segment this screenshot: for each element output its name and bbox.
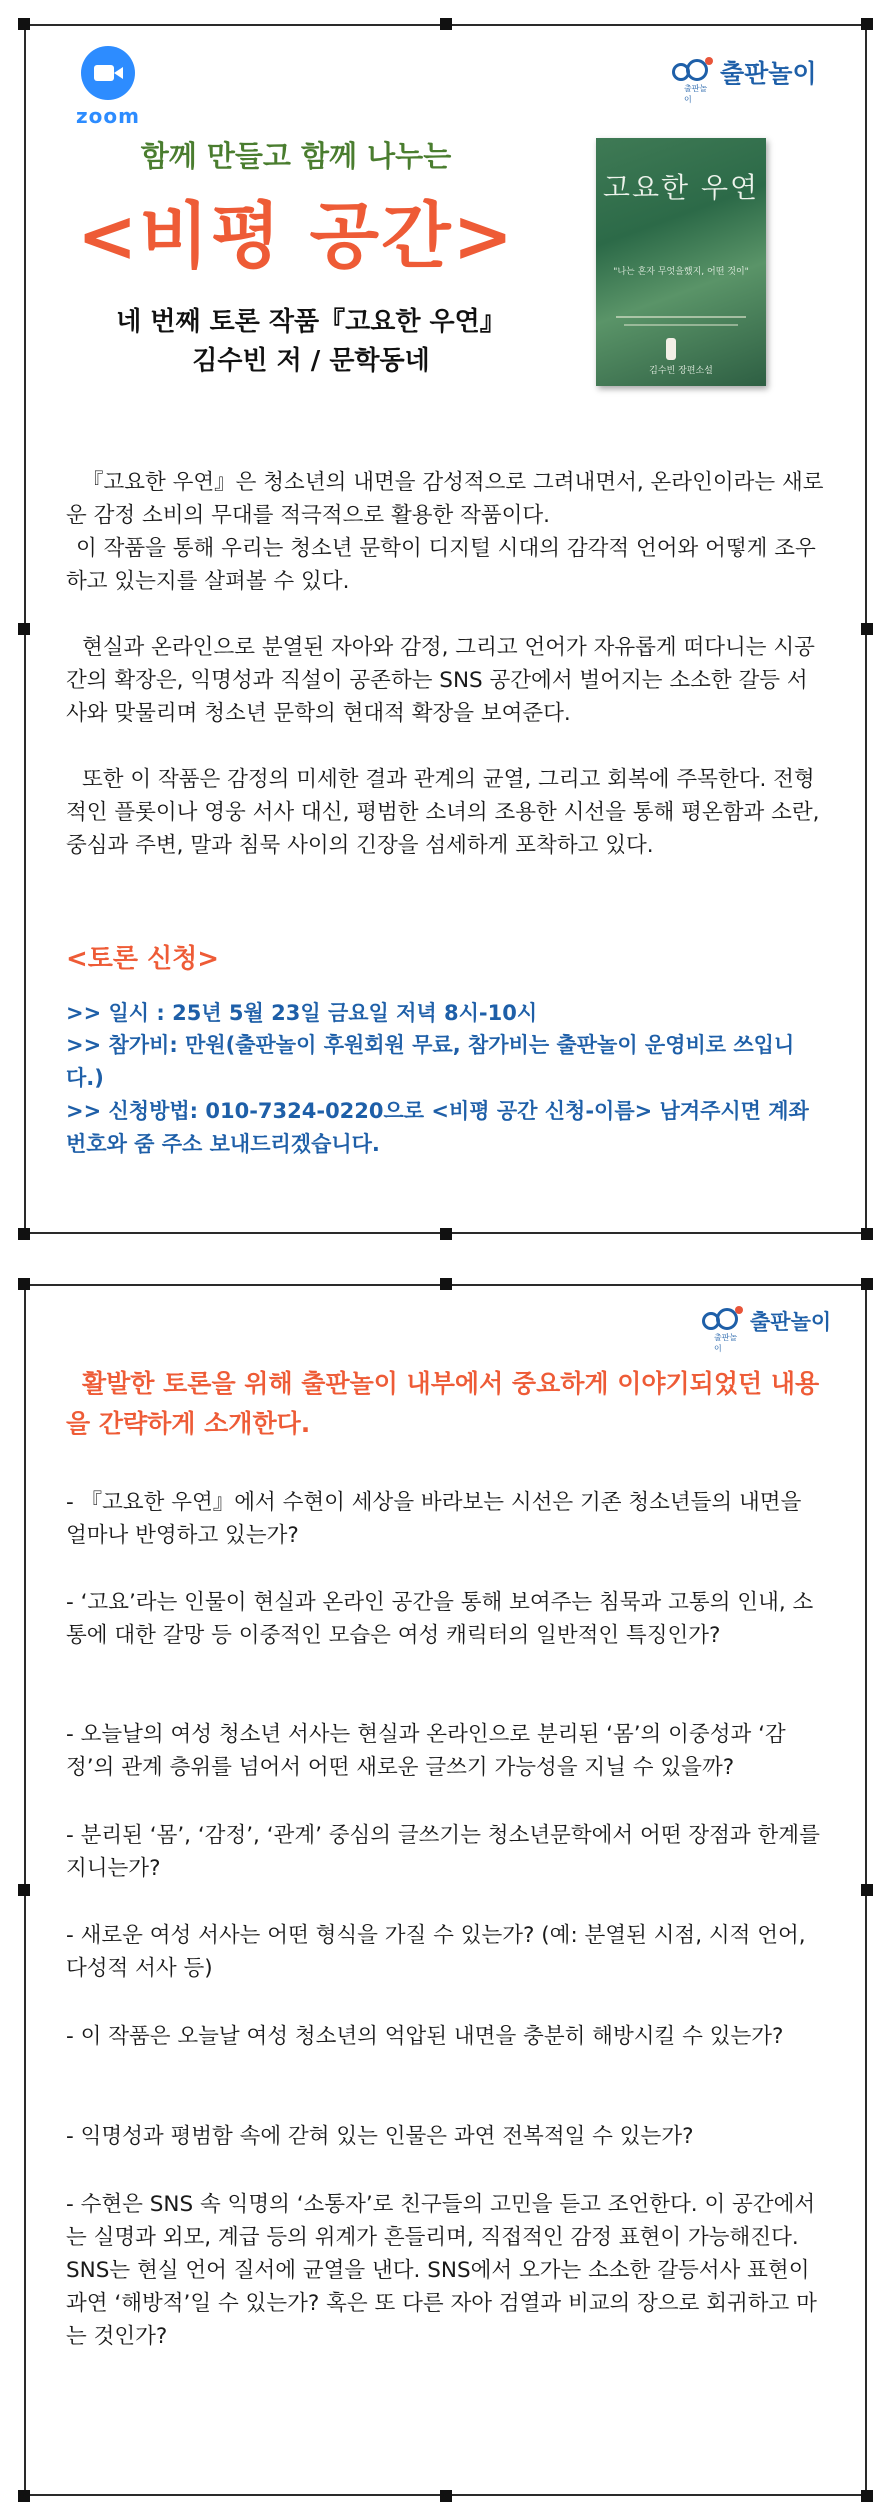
resize-handle[interactable] [18, 2490, 30, 2502]
resize-handle[interactable] [18, 1278, 30, 1290]
intro-paragraph-1: 『고요한 우연』은 청소년의 내면을 감성적으로 그려내면서, 온라인이라는 새로운 감정 소비의 무대를 적극적으로 활용한 작품이다. [66, 470, 824, 528]
book-cover-image [596, 138, 766, 386]
resize-handle[interactable] [18, 623, 30, 635]
event-title: <비평 공간> [77, 194, 515, 278]
publisher-name-2: 출판놀이 [750, 1310, 832, 1334]
work-line: 네 번째 토론 작품『고요한 우연』 [116, 307, 506, 337]
zoom-camera-icon [81, 46, 135, 100]
resize-handle[interactable] [861, 623, 873, 635]
question-5: - 새로운 여성 서사는 어떤 형식을 가질 수 있는가? (예: 분열된 시점, 시적 언어, 다성적 서사 등) [66, 1923, 806, 1981]
question-6: - 이 작품은 오늘날 여성 청소년의 억압된 내면을 충분히 해방시킬 수 있는가? [66, 2024, 784, 2049]
intro-paragraph-2: 이 작품을 통해 우리는 청소년 문학이 디지털 시대의 감각적 언어와 어떻게 조우하고 있는지를 살펴볼 수 있다. [66, 536, 816, 594]
intro-paragraph-3: 현실과 온라인으로 분열된 자아와 감정, 그리고 언어가 자유롭게 떠다니는 시공간의 확장은, 익명성과 직설이 공존하는 SNS 공간에서 벌어지는 소소한 갈등 서사와 맞물리며 청소년 문학의 현대적 확장을 보여준다. [66, 635, 815, 726]
discussion-intro: 활발한 토론을 위해 출판놀이 내부에서 중요하게 이야기되었던 내용을 간략하게 소개한다. [66, 1369, 820, 1438]
apply-heading: <토론 신청> [66, 944, 220, 974]
resize-handle[interactable] [440, 1278, 452, 1290]
resize-handle[interactable] [861, 1228, 873, 1240]
apply-fee: >> 참가비: 만원(출판놀이 후원회원 무료, 참가비는 출판놀이 운영비로 쓰입니다.) [66, 1033, 795, 1090]
publisher-name: 출판놀이 [720, 59, 817, 88]
question-1: - 『고요한 우연』에서 수현이 세상을 바라보는 시선은 기존 청소년들의 내면을 얼마나 반영하고 있는가? [66, 1490, 802, 1548]
resize-handle[interactable] [440, 1228, 452, 1240]
question-7: - 익명성과 평범함 속에 갇혀 있는 인물은 과연 전복적일 수 있는가? [66, 2124, 694, 2149]
question-3: - 오늘날의 여성 청소년 서사는 현실과 온라인으로 분리된 ‘몸’의 이중성과 ‘감정’의 관계 층위를 넘어서 어떤 새로운 글쓰기 가능성을 지닐 수 있을까? [66, 1722, 786, 1780]
zoom-logo [68, 46, 148, 128]
resize-handle[interactable] [440, 2490, 452, 2502]
intro-paragraph-4: 또한 이 작품은 감정의 미세한 결과 관계의 균열, 그리고 회복에 주목한다. 전형적인 플롯이나 영웅 서사 대신, 평범한 소녀의 조용한 시선을 통해 평온함과 소란, 중심과 주변, 말과 침묵 사이의 긴장을 섬세하게 포착하고 있다. [66, 767, 820, 858]
book-cover-figure [666, 338, 676, 360]
resize-handle[interactable] [861, 2490, 873, 2502]
question-4: - 분리된 ‘몸’, ‘감정’, ‘관계’ 중심의 글쓰기는 청소년문학에서 어떤 장점과 한계를 지니는가? [66, 1823, 820, 1881]
question-2: - ‘고요’라는 인물이 현실과 온라인 공간을 통해 보여주는 침묵과 고통의 인내, 소통에 대한 갈망 등 이중적인 모습은 여성 캐릭터의 일반적인 특징인가? [66, 1590, 814, 1648]
author-line: 김수빈 저 / 문학동네 [192, 346, 430, 376]
resize-handle[interactable] [18, 18, 30, 30]
publisher-mark-icon: 출판놀이 [672, 57, 714, 87]
question-8: - 수현은 SNS 속 익명의 ‘소통자’로 친구들의 고민을 듣고 조언한다. 이 공간에서는 실명과 외모, 계급 등의 위계가 흔들리며, 직접적인 감정 표현이 가능해진다. SNS는 현실 언어 질서에 균열을 낸다. SNS에서 오가는 소소한 갈등서사 표현이 과연 ‘해방적’일 수 있는가? 혹은 또 다른 자아 검열과 비교의 장으로 회귀하고 마는 것인가? [66, 2192, 817, 2349]
book-cover-title: 고요한 우연 [602, 171, 760, 204]
apply-date: >> 일시 : 25년 5월 23일 금요일 저녁 8시-10시 [66, 1001, 538, 1025]
resize-handle[interactable] [440, 18, 452, 30]
resize-handle[interactable] [18, 1884, 30, 1896]
zoom-wordmark: zoom [76, 104, 140, 128]
publisher-logo-2 [702, 1306, 832, 1353]
resize-handle[interactable] [18, 1228, 30, 1240]
resize-handle[interactable] [861, 1278, 873, 1290]
book-cover-author: 김수빈 장편소설 [649, 366, 713, 376]
apply-method: >> 신청방법: 010-7324-0220으로 <비평 공간 신청-이름> 남겨주시면 계좌번호와 줌 주소 보내드리겠습니다. [66, 1099, 809, 1156]
poster-panel-bottom [24, 1284, 867, 2496]
event-subtitle: 함께 만들고 함께 나누는 [140, 139, 452, 173]
resize-handle[interactable] [861, 18, 873, 30]
book-cover-quote: "나는 혼자 무엇을했지, 어떤 것이" [613, 267, 749, 277]
publisher-logo [672, 54, 817, 104]
resize-handle[interactable] [861, 1884, 873, 1896]
poster-panel-top [24, 24, 867, 1234]
publisher-mark-icon-2: 출판놀이 [702, 1306, 744, 1336]
